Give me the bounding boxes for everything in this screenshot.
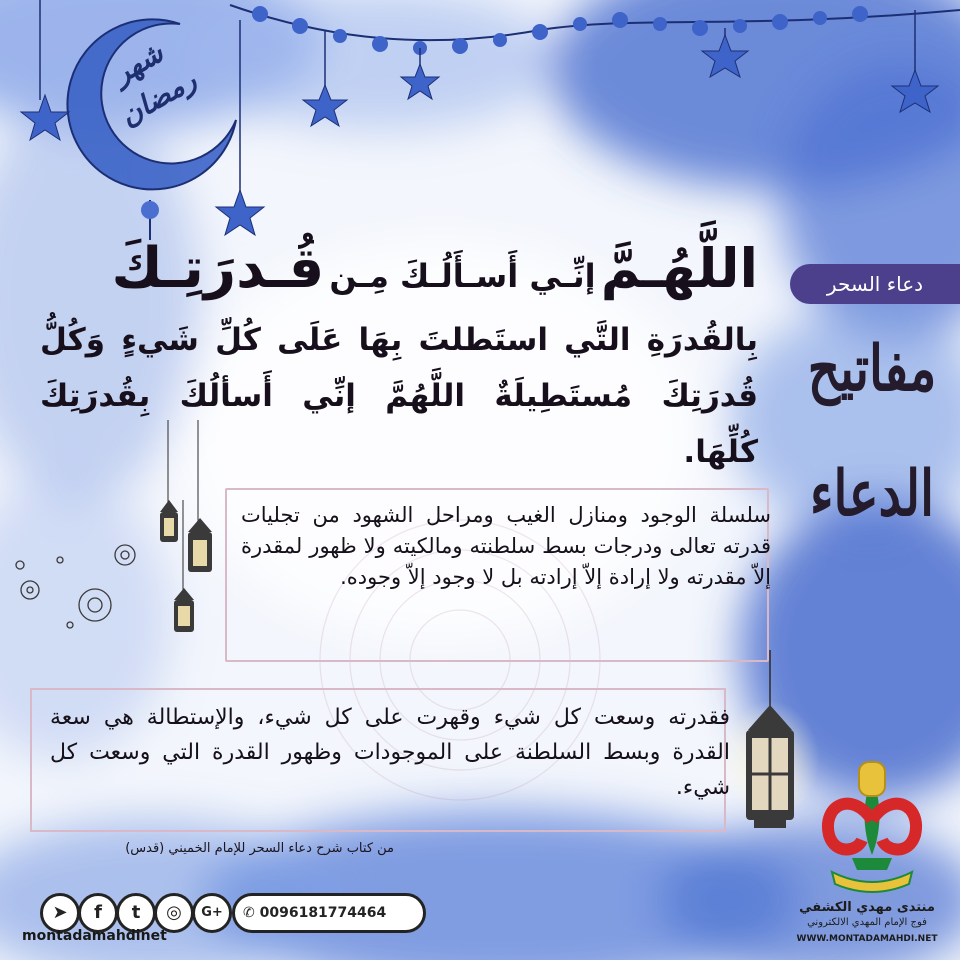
commentary-text-1: سلسلة الوجود ومنازل الغيب ومراحل الشهود من تجليات قدرته تعالى ودرجات بسط سلطنته ومالكيته ولا ظهور لمقدرة إلاّ مقدرته ولا إرادة إلاّ إرادته بل لا وجود إلاّ وجوده. — [241, 503, 771, 589]
org-name: منتدى مهدي الكشفي — [799, 900, 935, 915]
phone-icon: ✆ — [243, 905, 255, 921]
badge-title: مفاتيح الدعاء — [807, 331, 937, 530]
star-icon — [702, 35, 748, 77]
commentary-text-2: فقدرته وسعت كل شيء وقهرت على كل شيء، والإستطالة هي سعة القدرة وبسط السلطنة على الموجودات وظهور القدرة التي وسعت كل شيء. — [50, 705, 730, 800]
commentary-box-2 — [30, 688, 730, 828]
organization-logo — [792, 760, 952, 950]
facebook-icon[interactable]: f — [78, 893, 118, 933]
org-subtitle: فوج الإمام المهدي الالكتروني — [807, 917, 927, 928]
google-plus-icon[interactable]: G+ — [192, 893, 232, 933]
phone-contact[interactable] — [232, 893, 426, 933]
category-badge — [790, 260, 960, 530]
badge-tab-label: دعاء السحر — [790, 264, 960, 304]
star-icon — [303, 85, 347, 126]
org-url: WWW.MONTADAMAHDI.NET — [796, 934, 938, 944]
star-icon — [216, 190, 264, 235]
ramadan-calligraphy: شهر رمضان — [107, 36, 202, 133]
flower-icon — [115, 545, 135, 565]
dua-middle: إنِّـي أَسـأَلُـكَ مِـن — [329, 257, 596, 295]
dua-keyword: قُـدرَتِـكَ — [111, 236, 325, 301]
star-icon — [401, 64, 439, 99]
dua-line-2: بِالقُدرَةِ التَّي استَطلتَ بِهَا عَلَى كُلِّ شَيءٍ وَكُلُّ — [40, 322, 758, 358]
twitter-icon[interactable]: t — [116, 893, 156, 933]
decor-flowers — [10, 540, 150, 640]
phone-number: 0096181774464 — [259, 905, 387, 921]
flower-icon — [79, 589, 111, 621]
commentary-box-1 — [225, 488, 771, 658]
star-icon — [892, 70, 938, 112]
telegram-icon[interactable]: ➤ — [40, 893, 80, 933]
dua-line-4: كُلِّهَا. — [683, 434, 758, 470]
instagram-icon[interactable]: ◎ — [154, 893, 194, 933]
star-icon — [21, 95, 69, 140]
dua-opening: اللَّهُـمَّ — [600, 237, 758, 300]
scout-emblem-icon — [817, 760, 927, 900]
dua-line-1 — [40, 236, 758, 301]
social-handle: montadamahdinet — [22, 928, 167, 944]
flower-icon — [21, 581, 39, 599]
source-citation: من كتاب شرح دعاء السحر للإمام الخميني (قدس) — [125, 841, 394, 856]
dua-line-3: قُدرَتِكَ مُستَطِيلَةٌ اللَّهُمَّ إنِّي أَسألُكَ بِقُدرَتِكَ — [40, 378, 758, 414]
